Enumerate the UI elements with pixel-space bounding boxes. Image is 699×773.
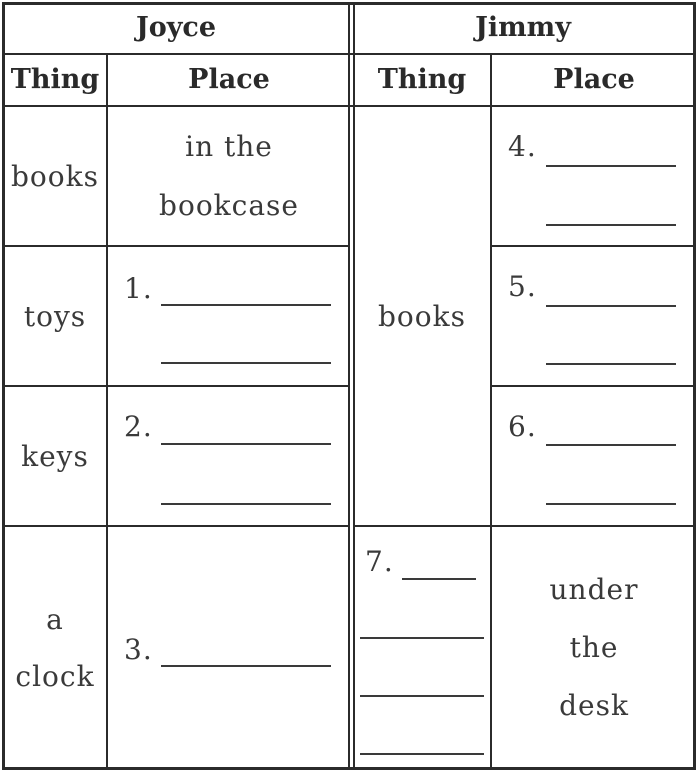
answer-blank-7d[interactable] bbox=[360, 753, 484, 755]
jimmy-place-the: the bbox=[569, 631, 619, 664]
joyce-thing-clock: clock bbox=[15, 660, 95, 693]
blank-number-4: 4. bbox=[508, 130, 537, 163]
answer-blank-1a[interactable] bbox=[161, 304, 331, 306]
joyce-place-line2: bookcase bbox=[159, 189, 299, 222]
jimmy-place-under: under bbox=[549, 573, 639, 606]
rule-middle-b bbox=[353, 2, 355, 770]
answer-blank-2a[interactable] bbox=[161, 443, 331, 445]
rule-jimmy-row2 bbox=[490, 385, 696, 387]
rule-jimmy-row3 bbox=[355, 525, 696, 527]
blank-number-1: 1. bbox=[124, 272, 153, 305]
joyce-thing-toys: toys bbox=[23, 300, 87, 333]
answer-blank-7b[interactable] bbox=[360, 637, 484, 639]
jimmy-thing-books: books bbox=[378, 300, 466, 333]
answer-blank-7c[interactable] bbox=[360, 695, 484, 697]
jimmy-place-desk: desk bbox=[559, 689, 629, 722]
answer-blank-5b[interactable] bbox=[546, 363, 676, 365]
joyce-thing-a: a bbox=[46, 603, 64, 636]
answer-blank-6a[interactable] bbox=[546, 444, 676, 446]
joyce-thing-header: Thing bbox=[10, 64, 100, 95]
joyce-place-header: Place bbox=[188, 64, 270, 95]
rule-joyce-col bbox=[106, 53, 108, 770]
joyce-thing-books: books bbox=[11, 160, 99, 193]
blank-number-6: 6. bbox=[508, 410, 537, 443]
blank-number-7: 7. bbox=[365, 545, 394, 578]
rule-joyce-row3 bbox=[2, 525, 350, 527]
answer-blank-4b[interactable] bbox=[546, 224, 676, 226]
joyce-place-line1: in the bbox=[185, 130, 273, 163]
answer-blank-3[interactable] bbox=[161, 665, 331, 667]
rule-joyce-row2 bbox=[2, 385, 350, 387]
answer-blank-1b[interactable] bbox=[161, 362, 331, 364]
joyce-thing-keys: keys bbox=[21, 440, 89, 473]
jimmy-thing-header: Thing bbox=[377, 64, 467, 95]
blank-number-3: 3. bbox=[124, 633, 153, 666]
answer-blank-2b[interactable] bbox=[161, 503, 331, 505]
blank-number-5: 5. bbox=[508, 270, 537, 303]
rule-middle-a bbox=[348, 2, 350, 770]
answer-blank-4a[interactable] bbox=[546, 165, 676, 167]
jimmy-header: Jimmy bbox=[475, 12, 571, 43]
rule-jimmy-col bbox=[490, 53, 492, 770]
rule-jimmy-row1 bbox=[490, 245, 696, 247]
rule-joyce-row1 bbox=[2, 245, 350, 247]
answer-blank-7a[interactable] bbox=[402, 578, 476, 580]
answer-blank-6b[interactable] bbox=[546, 503, 676, 505]
answer-blank-5a[interactable] bbox=[546, 305, 676, 307]
joyce-header: Joyce bbox=[135, 12, 217, 43]
jimmy-place-header: Place bbox=[553, 64, 635, 95]
blank-number-2: 2. bbox=[124, 410, 153, 443]
